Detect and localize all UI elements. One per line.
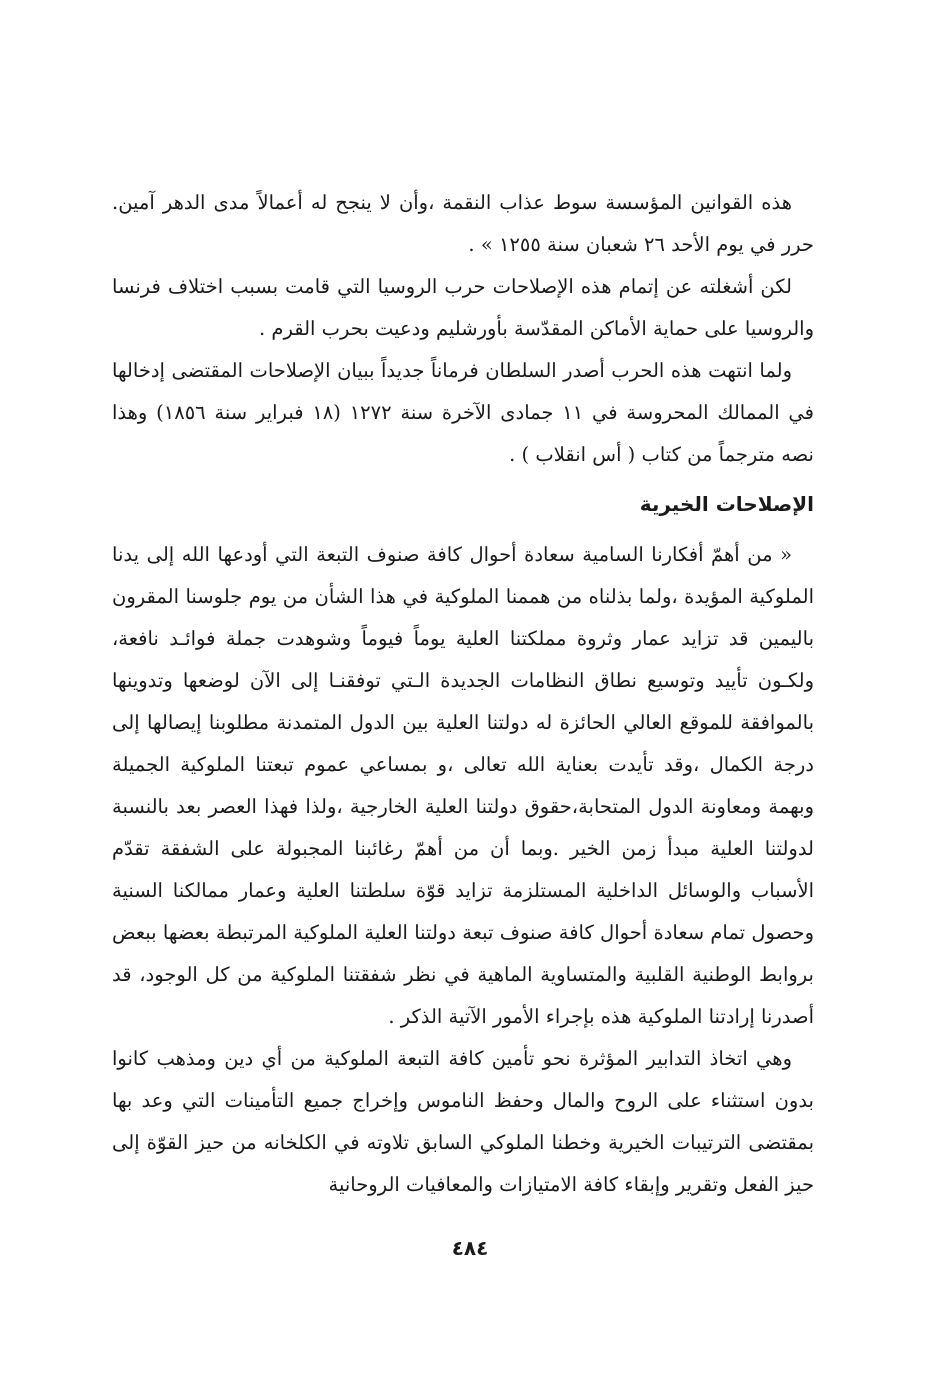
paragraph-crimean-war: لكن أشغلته عن إتمام هذه الإصلاحات حرب الروسيا التي قامت بسبب اختلاف فرنسا والروسيا على حماية الأماكن المقدّسة بأورشليم ودعيت بحرب القرم . xyxy=(112,275,814,340)
paragraph-law-closing: هذه القوانين المؤسسة سوط عذاب النقمة ،وأن لا ينجح له أعمالاً مدى الدهر آمين. حرر في يوم الأحد ٢٦ شعبان سنة ١٢٥٥ » . xyxy=(112,191,814,256)
page-number: ٤٨٤ xyxy=(451,1236,489,1260)
section-heading: الإصلاحات الخيرية xyxy=(639,492,814,516)
paragraph-new-firman: ولما انتهت هذه الحرب أصدر السلطان فرماناً جديداً ببيان الإصلاحات المقتضى إدخالها في الممالك المحروسة في ١١ جمادى الآخرة سنة ١٢٧٢ (١٨ فبراير سنة ١٨٥٦) وهذا نصه مترجماً من كتاب ( أس انقلاب ) . xyxy=(112,359,814,466)
paragraph-decree-measures: وهي اتخاذ التدابير المؤثرة نحو تأمين كافة التبعة الملوكية من أي دين ومذهب كانوا بدون استثناء على الروح والمال وحفظ الناموس وإخراج جميع التأمينات التي وعد بها بمقتضى الترتيبات الخيرية وخطنا الملوكي السابق تلاوته في الكلخانه من حيز القوّة إلى حيز الفعل وتقرير وإبقاء كافة الامتيازات والمعافيات الروحانية xyxy=(112,1047,814,1196)
paragraph-decree-text: « من أهمّ أفكارنا السامية سعادة أحوال كافة صنوف التبعة التي أودعها الله إلى يدنا الملوكية المؤيدة ،ولما بذلناه من هممنا الملوكية في هذا الشأن من يوم جلوسنا المقرون باليمين قد تزايد عمار وثروة مملكتنا العلية يوماً فيوماً وشوهدت جملة فوائـد نافعة، ولكـون تأييد وتوسيع نطاق النظامات الجديدة الـتي توفقنـا إلى الآن لوضعها وتدوينها بالموافقة للموقع العالي الحائزة له دولتنا العلية بين الدول المتمدنة مطلوبنا إيصالها إلى درجة الكمال ،وقد تأيدت بعناية الله تعالى ،و بمساعي عموم تبعتنا الملوكية الجميلة وبهمة ومعاونة الدول المتحابة،حقوق دولتنا العلية الخارجية ،ولذا فهذا العصر بعد بالنسبة لدولتنا العلية مبدأ زمن الخير .وبما أن من أهمّ رغائبنا المجبولة على الشفقة تقدّم الأسباب والوسائل الداخلية المستلزمة تزايد قوّة سلطتنا العلية وعمار ممالكنا السنية وحصول تمام سعادة أحوال كافة صنوف تبعة دولتنا العلية الملوكية المرتبطة بعضها ببعض بروابط الوطنية القلبية والمتساوية الماهية في نظر شفقتنا الملوكية من كل الوجود، قد أصدرنا إرادتنا الملوكية هذه بإجراء الأمور الآتية الذكر . xyxy=(112,543,814,1028)
lower-text-block xyxy=(112,534,814,1206)
upper-text-block xyxy=(112,182,814,476)
